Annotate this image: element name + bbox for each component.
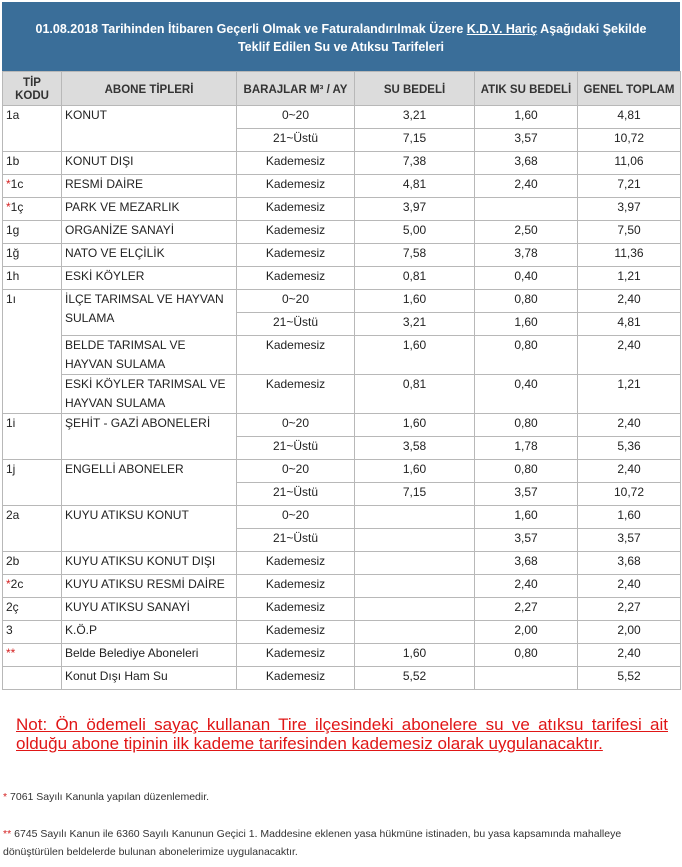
su-bedeli-cell: 4,81 — [355, 175, 475, 198]
atik-su-bedeli-cell: 2,00 — [475, 621, 578, 644]
su-bedeli-cell: 5,00 — [355, 221, 475, 244]
abone-tipi-cell: İLÇE TARIMSAL VE HAYVAN SULAMA — [62, 290, 237, 336]
baraj-cell: 21~Üstü — [237, 529, 355, 552]
tip-kodu-text: 1ğ — [6, 246, 20, 260]
abone-tipi-cell: ENGELLİ ABONELER — [62, 460, 237, 506]
footnote-text: 6745 Sayılı Kanun ile 6360 Sayılı Kanunun Geçici 1. Maddesine eklenen yasa hükmüne istinaden, bu yasa kapsamında mahalleye dönüştürülen beldelerde bulunan abonelerimize uygulanacaktır. — [3, 828, 622, 858]
abone-tipi-cell: K.Ö.P — [62, 621, 237, 644]
tip-kodu-text: 1ç — [10, 200, 24, 214]
su-bedeli-cell: 7,15 — [355, 483, 475, 506]
tip-kodu-text: 3 — [6, 623, 13, 637]
tip-kodu-cell — [3, 106, 62, 152]
page-header — [2, 2, 680, 71]
abone-tipi-cell: ESKİ KÖYLER TARIMSAL VE HAYVAN SULAMA — [62, 375, 237, 414]
baraj-cell: Kademesiz — [237, 575, 355, 598]
su-bedeli-cell: 5,52 — [355, 667, 475, 690]
baraj-cell: 0~20 — [237, 506, 355, 529]
su-bedeli-cell — [355, 552, 475, 575]
tip-kodu-cell — [3, 267, 62, 290]
col-header-water: SU BEDELİ — [355, 72, 475, 106]
table-row — [3, 644, 681, 667]
tip-kodu-text: 2ç — [6, 600, 19, 614]
su-bedeli-cell: 0,81 — [355, 267, 475, 290]
baraj-cell: Kademesiz — [237, 375, 355, 414]
su-bedeli-cell: 1,60 — [355, 460, 475, 483]
genel-toplam-cell: 5,36 — [578, 437, 681, 460]
su-bedeli-cell — [355, 575, 475, 598]
abone-tipi-cell: KONUT — [62, 106, 237, 152]
col-header-type: ABONE TİPLERİ — [62, 72, 237, 106]
genel-toplam-cell: 7,21 — [578, 175, 681, 198]
footnote-mark: * — [6, 200, 11, 214]
su-bedeli-cell: 3,97 — [355, 198, 475, 221]
table-row — [3, 221, 681, 244]
tip-kodu-cell — [3, 552, 62, 575]
tip-kodu-text: 1c — [10, 177, 24, 191]
tip-kodu-cell — [3, 414, 62, 460]
genel-toplam-cell: 2,40 — [578, 414, 681, 437]
atik-su-bedeli-cell: 1,60 — [475, 106, 578, 129]
abone-tipi-cell: RESMİ DAİRE — [62, 175, 237, 198]
prepaid-meter-note: Not: Ön ödemeli sayaç kullanan Tire ilçesindeki abonelere su ve atıksu tarifesi ait olduğu abone tipinin ilk kademe tarifesinden kademesiz olarak uygulanacaktır. — [16, 715, 668, 753]
table-row — [3, 667, 681, 690]
table-row — [3, 552, 681, 575]
tip-kodu-cell — [3, 175, 62, 198]
table-row — [3, 175, 681, 198]
table-row — [3, 506, 681, 529]
genel-toplam-cell: 11,06 — [578, 152, 681, 175]
atik-su-bedeli-cell: 2,50 — [475, 221, 578, 244]
genel-toplam-cell: 2,40 — [578, 644, 681, 667]
table-row — [3, 598, 681, 621]
su-bedeli-cell: 0,81 — [355, 375, 475, 414]
su-bedeli-cell — [355, 529, 475, 552]
tariff-table — [2, 71, 681, 690]
atik-su-bedeli-cell: 0,80 — [475, 414, 578, 437]
abone-tipi-cell: BELDE TARIMSAL VE HAYVAN SULAMA — [62, 336, 237, 375]
atik-su-bedeli-cell: 3,57 — [475, 129, 578, 152]
su-bedeli-cell — [355, 506, 475, 529]
table-body — [3, 106, 681, 690]
su-bedeli-cell: 3,58 — [355, 437, 475, 460]
tip-kodu-cell — [3, 152, 62, 175]
atik-su-bedeli-cell: 3,68 — [475, 152, 578, 175]
su-bedeli-cell: 1,60 — [355, 414, 475, 437]
tip-kodu-text: 2c — [10, 577, 24, 591]
atik-su-bedeli-cell — [475, 198, 578, 221]
genel-toplam-cell: 2,40 — [578, 290, 681, 313]
tip-kodu-cell — [3, 598, 62, 621]
table-row — [3, 106, 681, 129]
baraj-cell: 0~20 — [237, 106, 355, 129]
baraj-cell: 0~20 — [237, 460, 355, 483]
baraj-cell: 21~Üstü — [237, 483, 355, 506]
col-header-waste: ATIK SU BEDELİ — [475, 72, 578, 106]
abone-tipi-cell: PARK VE MEZARLIK — [62, 198, 237, 221]
atik-su-bedeli-cell: 1,60 — [475, 313, 578, 336]
baraj-cell: Kademesiz — [237, 175, 355, 198]
su-bedeli-cell: 1,60 — [355, 644, 475, 667]
col-header-code: TİP KODU — [3, 72, 62, 106]
atik-su-bedeli-cell: 1,60 — [475, 506, 578, 529]
genel-toplam-cell: 1,21 — [578, 267, 681, 290]
tip-kodu-text: 2a — [6, 508, 20, 522]
tip-kodu-text: 1h — [6, 269, 20, 283]
atik-su-bedeli-cell: 3,78 — [475, 244, 578, 267]
table-row — [3, 621, 681, 644]
genel-toplam-cell: 3,57 — [578, 529, 681, 552]
atik-su-bedeli-cell: 2,27 — [475, 598, 578, 621]
su-bedeli-cell — [355, 621, 475, 644]
baraj-cell: Kademesiz — [237, 221, 355, 244]
genel-toplam-cell: 3,97 — [578, 198, 681, 221]
genel-toplam-cell: 2,40 — [578, 336, 681, 375]
genel-toplam-cell: 2,40 — [578, 575, 681, 598]
tip-kodu-text: 1a — [6, 108, 20, 122]
su-bedeli-cell: 3,21 — [355, 313, 475, 336]
genel-toplam-cell: 5,52 — [578, 667, 681, 690]
tip-kodu-text: 2b — [6, 554, 20, 568]
baraj-cell: 21~Üstü — [237, 313, 355, 336]
abone-tipi-cell: KUYU ATIKSU SANAYİ — [62, 598, 237, 621]
baraj-cell: Kademesiz — [237, 552, 355, 575]
tip-kodu-cell — [3, 244, 62, 267]
tip-kodu-cell — [3, 644, 62, 667]
abone-tipi-cell: KONUT DIŞI — [62, 152, 237, 175]
tip-kodu-cell — [3, 506, 62, 552]
genel-toplam-cell: 2,27 — [578, 598, 681, 621]
tip-kodu-cell — [3, 621, 62, 644]
atik-su-bedeli-cell: 2,40 — [475, 575, 578, 598]
footnote-mark: ** — [6, 646, 16, 660]
genel-toplam-cell: 4,81 — [578, 313, 681, 336]
abone-tipi-cell: ORGANİZE SANAYİ — [62, 221, 237, 244]
abone-tipi-cell: KUYU ATIKSU RESMİ DAİRE — [62, 575, 237, 598]
tip-kodu-text: 1ı — [6, 292, 17, 306]
tip-kodu-text: 1j — [6, 462, 16, 476]
su-bedeli-cell — [355, 598, 475, 621]
su-bedeli-cell: 7,58 — [355, 244, 475, 267]
table-row — [3, 575, 681, 598]
baraj-cell: Kademesiz — [237, 198, 355, 221]
su-bedeli-cell: 7,38 — [355, 152, 475, 175]
atik-su-bedeli-cell: 0,80 — [475, 460, 578, 483]
genel-toplam-cell: 2,00 — [578, 621, 681, 644]
tip-kodu-cell — [3, 667, 62, 690]
table-row — [3, 375, 681, 414]
table-row — [3, 290, 681, 313]
abone-tipi-cell: Belde Belediye Aboneleri — [62, 644, 237, 667]
table-row — [3, 460, 681, 483]
baraj-cell: Kademesiz — [237, 598, 355, 621]
su-bedeli-cell: 1,60 — [355, 290, 475, 313]
baraj-cell: Kademesiz — [237, 244, 355, 267]
abone-tipi-cell: NATO VE ELÇİLİK — [62, 244, 237, 267]
atik-su-bedeli-cell: 3,57 — [475, 483, 578, 506]
kdv-haric-link[interactable]: K.D.V. Hariç — [466, 22, 538, 36]
abone-tipi-cell: KUYU ATIKSU KONUT — [62, 506, 237, 552]
footnote-double-star — [3, 825, 675, 861]
genel-toplam-cell: 10,72 — [578, 129, 681, 152]
su-bedeli-cell: 7,15 — [355, 129, 475, 152]
atik-su-bedeli-cell: 0,80 — [475, 644, 578, 667]
footnote-text: 7061 Sayılı Kanunla yapılan düzenlemedir. — [7, 791, 210, 803]
tip-kodu-cell — [3, 221, 62, 244]
header-line1-start: 01.08.2018 Tarihinden İtibaren Geçerli Olmak ve Faturalandırılmak Üzere — [35, 22, 467, 36]
baraj-cell: 0~20 — [237, 290, 355, 313]
tip-kodu-cell — [3, 575, 62, 598]
tip-kodu-cell — [3, 460, 62, 506]
atik-su-bedeli-cell: 3,68 — [475, 552, 578, 575]
atik-su-bedeli-cell: 3,57 — [475, 529, 578, 552]
baraj-cell: 0~20 — [237, 414, 355, 437]
genel-toplam-cell: 10,72 — [578, 483, 681, 506]
genel-toplam-cell: 3,68 — [578, 552, 681, 575]
baraj-cell: Kademesiz — [237, 267, 355, 290]
footnote-mark: * — [3, 791, 8, 803]
atik-su-bedeli-cell: 0,40 — [475, 375, 578, 414]
tip-kodu-cell — [3, 198, 62, 221]
tip-kodu-cell — [3, 290, 62, 414]
baraj-cell: 21~Üstü — [237, 129, 355, 152]
atik-su-bedeli-cell: 0,80 — [475, 290, 578, 313]
abone-tipi-cell: ESKİ KÖYLER — [62, 267, 237, 290]
baraj-cell: Kademesiz — [237, 336, 355, 375]
table-row — [3, 267, 681, 290]
atik-su-bedeli-cell: 0,40 — [475, 267, 578, 290]
baraj-cell: Kademesiz — [237, 152, 355, 175]
su-bedeli-cell: 3,21 — [355, 106, 475, 129]
atik-su-bedeli-cell: 0,80 — [475, 336, 578, 375]
baraj-cell: Kademesiz — [237, 667, 355, 690]
tip-kodu-text: 1g — [6, 223, 20, 237]
footnote-single-star — [3, 791, 209, 803]
genel-toplam-cell: 1,21 — [578, 375, 681, 414]
header-line2: Teklif Edilen Su ve Atıksu Tarifeleri — [237, 40, 445, 54]
table-row — [3, 198, 681, 221]
tip-kodu-text: 1b — [6, 154, 20, 168]
table-row — [3, 414, 681, 437]
footnote-mark: * — [6, 577, 11, 591]
atik-su-bedeli-cell: 2,40 — [475, 175, 578, 198]
genel-toplam-cell: 1,60 — [578, 506, 681, 529]
table-row — [3, 244, 681, 267]
baraj-cell: Kademesiz — [237, 621, 355, 644]
tip-kodu-text: 1i — [6, 416, 16, 430]
abone-tipi-cell: ŞEHİT - GAZİ ABONELERİ — [62, 414, 237, 460]
footnote-mark: ** — [3, 828, 12, 840]
genel-toplam-cell: 4,81 — [578, 106, 681, 129]
abone-tipi-cell: Konut Dışı Ham Su — [62, 667, 237, 690]
atik-su-bedeli-cell — [475, 667, 578, 690]
genel-toplam-cell: 7,50 — [578, 221, 681, 244]
footnote-mark: * — [6, 177, 11, 191]
genel-toplam-cell: 2,40 — [578, 460, 681, 483]
table-row — [3, 336, 681, 375]
genel-toplam-cell: 11,36 — [578, 244, 681, 267]
header-line1-end: Aşağıdaki Şekilde — [537, 22, 647, 36]
table-header-row — [3, 72, 681, 106]
su-bedeli-cell: 1,60 — [355, 336, 475, 375]
atik-su-bedeli-cell: 1,78 — [475, 437, 578, 460]
baraj-cell: 21~Üstü — [237, 437, 355, 460]
col-header-total: GENEL TOPLAM — [578, 72, 681, 106]
baraj-cell: Kademesiz — [237, 644, 355, 667]
table-row — [3, 152, 681, 175]
abone-tipi-cell: KUYU ATIKSU KONUT DIŞI — [62, 552, 237, 575]
col-header-tier: BARAJLAR M³ / AY — [237, 72, 355, 106]
